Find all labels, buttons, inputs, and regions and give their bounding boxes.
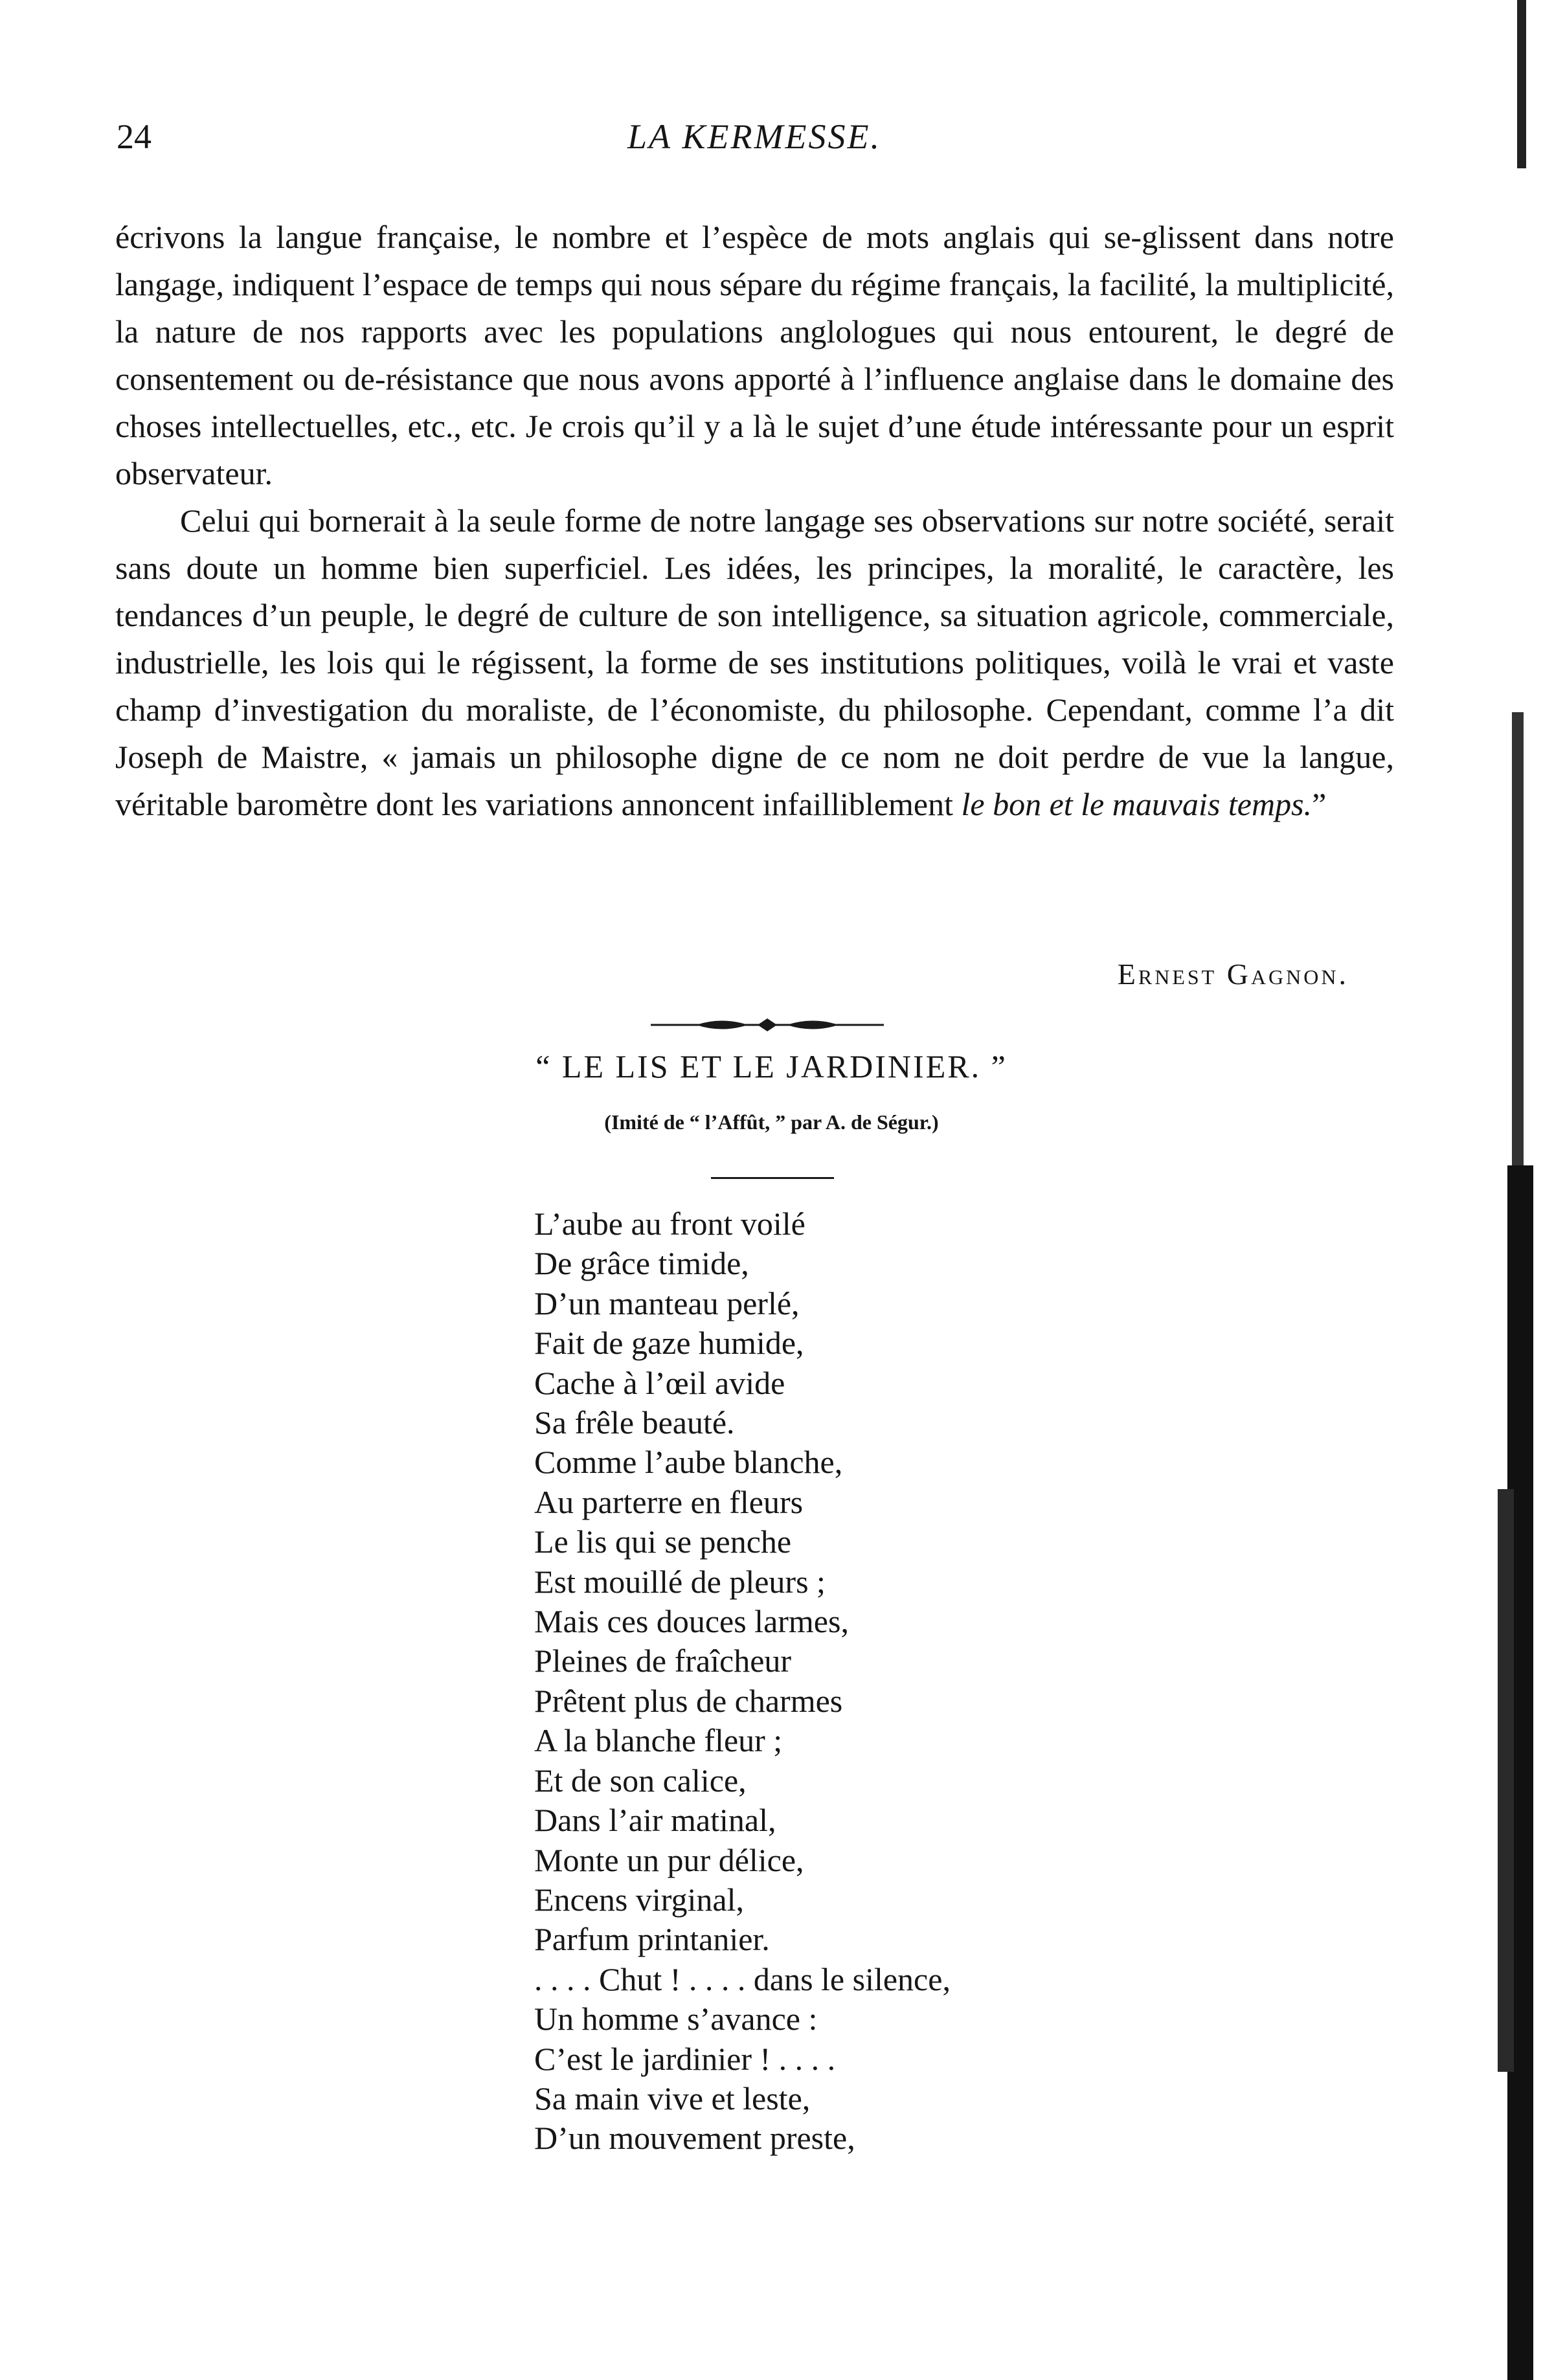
- poem-line: De grâce timide,: [534, 1245, 749, 1282]
- poem-subtitle: (Imité de “ l’Affût, ” par A. de Ségur.): [604, 1110, 939, 1134]
- poem-line: Mais ces douces larmes,: [534, 1603, 849, 1640]
- poem-line: Fait de gaze humide,: [534, 1325, 804, 1362]
- poem-line: Encens virginal,: [534, 1881, 744, 1918]
- page-number: 24: [117, 117, 152, 156]
- poem-line: Prêtent plus de charmes: [534, 1682, 843, 1719]
- poem-line: A la blanche fleur ;: [534, 1722, 783, 1759]
- poem-body: [534, 1204, 951, 2159]
- author-signature: Ernest Gagnon.: [1117, 958, 1349, 991]
- paragraph: écrivons la langue française, le nombre et l’espèce de mots anglais qui se-glissent dans notre langage, indiquent l’espace de temps qui nous sépare du régime français, la facilité, la multiplicité, la nature de nos rapports avec les populations anglologues qui nous entourent, le degré de consentement ou de-résistance que nous avons apporté à l’influence anglaise dans le domaine des choses intellectuelles, etc., etc. Je crois qu’il y a là le sujet d’une étude intéressante pour un esprit observateur.: [115, 219, 1394, 491]
- page-header: [117, 117, 1392, 168]
- prose-body: [115, 214, 1394, 828]
- paragraph: [115, 497, 1394, 828]
- poem-line: D’un mouvement preste,: [534, 2120, 855, 2157]
- poem-line: C’est le jardinier ! . . . .: [534, 2040, 836, 2077]
- poem-line: D’un manteau perlé,: [534, 1285, 800, 1321]
- poem-line: Dans l’air matinal,: [534, 1802, 776, 1839]
- running-title: LA KERMESSE.: [627, 117, 881, 156]
- paragraph-text: Celui qui bornerait à la seule forme de notre langage ses observations sur notre société, serait sans doute un homme bien superficiel. Les idées, les principes, la moralité, le caractère, les tendances d’un peuple, le degré de culture de son intelligence, sa situation agricole, commerciale, industrielle, les lois qui le régissent, la forme de ses institutions politiques, voilà le vrai et vaste champ d’investigation du moraliste, de l’économiste, du philosophe. Cependant, comme l’a dit Joseph de Maistre, « jamais un philosophe digne de ce nom ne doit perdre de vue la langue, véritable baromètre dont les variations annoncent infailliblement: [115, 502, 1394, 822]
- poem-line: Un homme s’avance :: [534, 2001, 818, 2038]
- quote-close: ”: [1312, 786, 1327, 822]
- poem-line: Est mouillé de pleurs ;: [534, 1563, 826, 1600]
- poem-line: Parfum printanier.: [534, 1921, 770, 1958]
- poem-line: L’aube au front voilé: [534, 1206, 805, 1242]
- poem-rule: [711, 1177, 834, 1179]
- poem-line: Cache à l’œil avide: [534, 1364, 785, 1401]
- poem-line: Pleines de fraîcheur: [534, 1643, 792, 1679]
- poem-line: Sa main vive et leste,: [534, 2080, 811, 2116]
- poem-line: Le lis qui se penche: [534, 1523, 792, 1560]
- poem-line: . . . . Chut ! . . . . dans le silence,: [534, 1960, 951, 1997]
- ornamental-divider: [651, 1015, 884, 1035]
- scan-binding-edge: [1472, 0, 1543, 2380]
- poem-line: Monte un pur délice,: [534, 1841, 804, 1878]
- poem-line: Au parterre en fleurs: [534, 1483, 804, 1520]
- poem-line: Et de son calice,: [534, 1762, 747, 1799]
- poem-line: Comme l’aube blanche,: [534, 1444, 843, 1481]
- poem-title: “ LE LIS ET LE JARDINIER. ”: [535, 1048, 1008, 1084]
- quote-italic: le bon et le mauvais temps.: [961, 786, 1312, 822]
- poem-line: Sa frêle beauté.: [534, 1404, 735, 1441]
